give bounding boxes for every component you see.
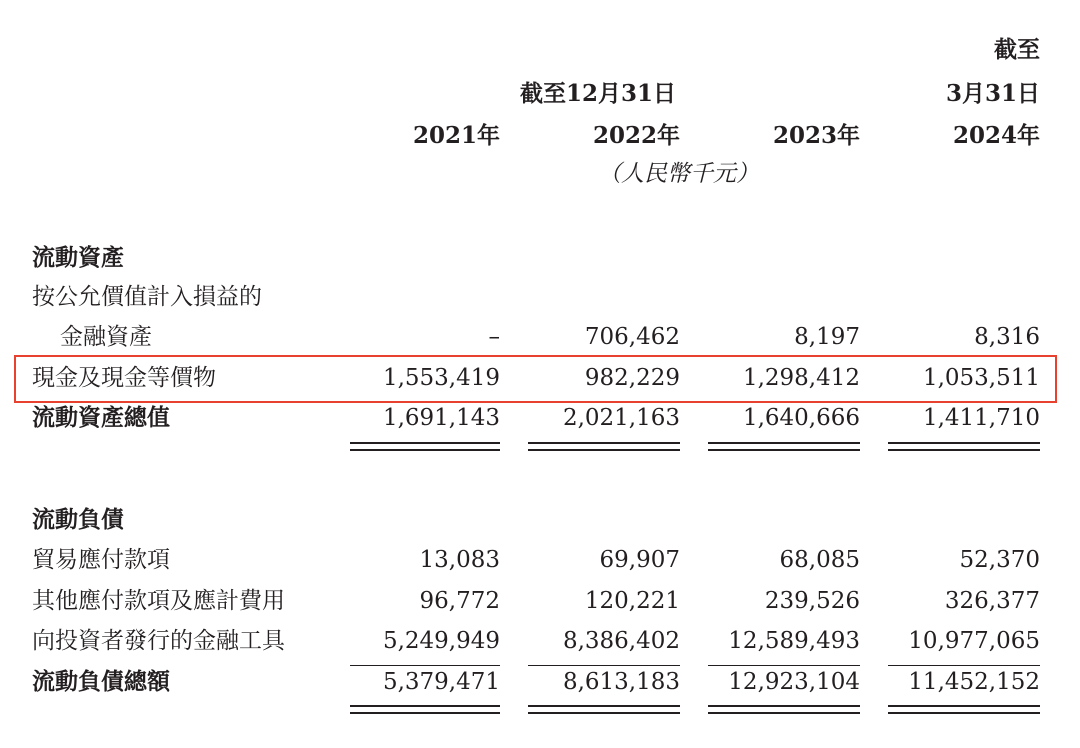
financial-instruments-2023: 12,589,493 — [728, 628, 860, 654]
double-underline — [350, 449, 500, 451]
double-underline — [888, 712, 1040, 714]
trade-payables-label: 貿易應付款項 — [32, 547, 170, 573]
unit-label: （人民幣千元） — [598, 161, 759, 187]
double-underline — [708, 442, 860, 444]
fvtpl-label-line2: 金融資產 — [60, 324, 152, 350]
double-underline — [528, 712, 680, 714]
liabilities-total-2022: 8,613,183 — [562, 669, 680, 695]
financial-instruments-2024: 10,977,065 — [908, 628, 1040, 654]
fvtpl-2023: 8,197 — [794, 324, 860, 350]
financial-instruments-2022: 8,386,402 — [562, 628, 680, 654]
assets-total-2024: 1,411,710 — [922, 405, 1040, 431]
double-underline — [888, 705, 1040, 707]
double-underline — [708, 712, 860, 714]
other-payables-label: 其他應付款項及應計費用 — [32, 588, 285, 614]
cash-2024: 1,053,511 — [922, 365, 1040, 391]
other-payables-2024: 326,377 — [944, 588, 1040, 614]
double-underline — [708, 449, 860, 451]
year-2024: 2024年 — [952, 122, 1040, 149]
other-payables-2023: 239,526 — [764, 588, 860, 614]
header-as-at-dec31: 截至12月31日 — [520, 80, 677, 107]
cash-2023: 1,298,412 — [742, 365, 860, 391]
trade-payables-2024: 52,370 — [959, 547, 1040, 573]
liabilities-total-2021: 5,379,471 — [382, 669, 500, 695]
year-2022: 2022年 — [592, 122, 680, 149]
current-assets-total-label: 流動資產總值 — [32, 404, 170, 431]
header-as-at: 截至 — [994, 36, 1040, 63]
cash-2021: 1,553,419 — [382, 365, 500, 391]
liabilities-total-2024: 11,452,152 — [908, 669, 1040, 695]
cash-2022: 982,229 — [584, 365, 680, 391]
financial-instruments-label: 向投資者發行的金融工具 — [32, 628, 285, 654]
subtotal-rule — [528, 665, 680, 666]
fvtpl-2021: – — [488, 324, 500, 350]
subtotal-rule — [888, 665, 1040, 666]
fvtpl-label-line1: 按公允價值計入損益的 — [32, 284, 262, 310]
current-liabilities-heading: 流動負債 — [32, 506, 124, 533]
assets-total-2022: 2,021,163 — [562, 405, 680, 431]
trade-payables-2022: 69,907 — [599, 547, 680, 573]
other-payables-2022: 120,221 — [584, 588, 680, 614]
subtotal-rule — [350, 665, 500, 666]
current-assets-heading: 流動資產 — [32, 244, 124, 271]
double-underline — [528, 442, 680, 444]
other-payables-2021: 96,772 — [419, 588, 500, 614]
double-underline — [528, 705, 680, 707]
liabilities-total-2023: 12,923,104 — [728, 669, 860, 695]
double-underline — [708, 705, 860, 707]
double-underline — [350, 712, 500, 714]
financial-instruments-2021: 5,249,949 — [382, 628, 500, 654]
subtotal-rule — [708, 665, 860, 666]
fvtpl-2022: 706,462 — [584, 324, 680, 350]
trade-payables-2021: 13,083 — [419, 547, 500, 573]
trade-payables-2023: 68,085 — [779, 547, 860, 573]
year-2021: 2021年 — [412, 122, 500, 149]
year-2023: 2023年 — [772, 122, 860, 149]
assets-total-2021: 1,691,143 — [382, 405, 500, 431]
double-underline — [350, 705, 500, 707]
header-as-at-mar31: 3月31日 — [945, 80, 1040, 107]
current-liabilities-total-label: 流動負債總額 — [32, 668, 170, 695]
cash-label: 現金及現金等價物 — [32, 365, 216, 391]
double-underline — [528, 449, 680, 451]
assets-total-2023: 1,640,666 — [742, 405, 860, 431]
double-underline — [350, 442, 500, 444]
double-underline — [888, 442, 1040, 444]
fvtpl-2024: 8,316 — [974, 324, 1040, 350]
double-underline — [888, 449, 1040, 451]
